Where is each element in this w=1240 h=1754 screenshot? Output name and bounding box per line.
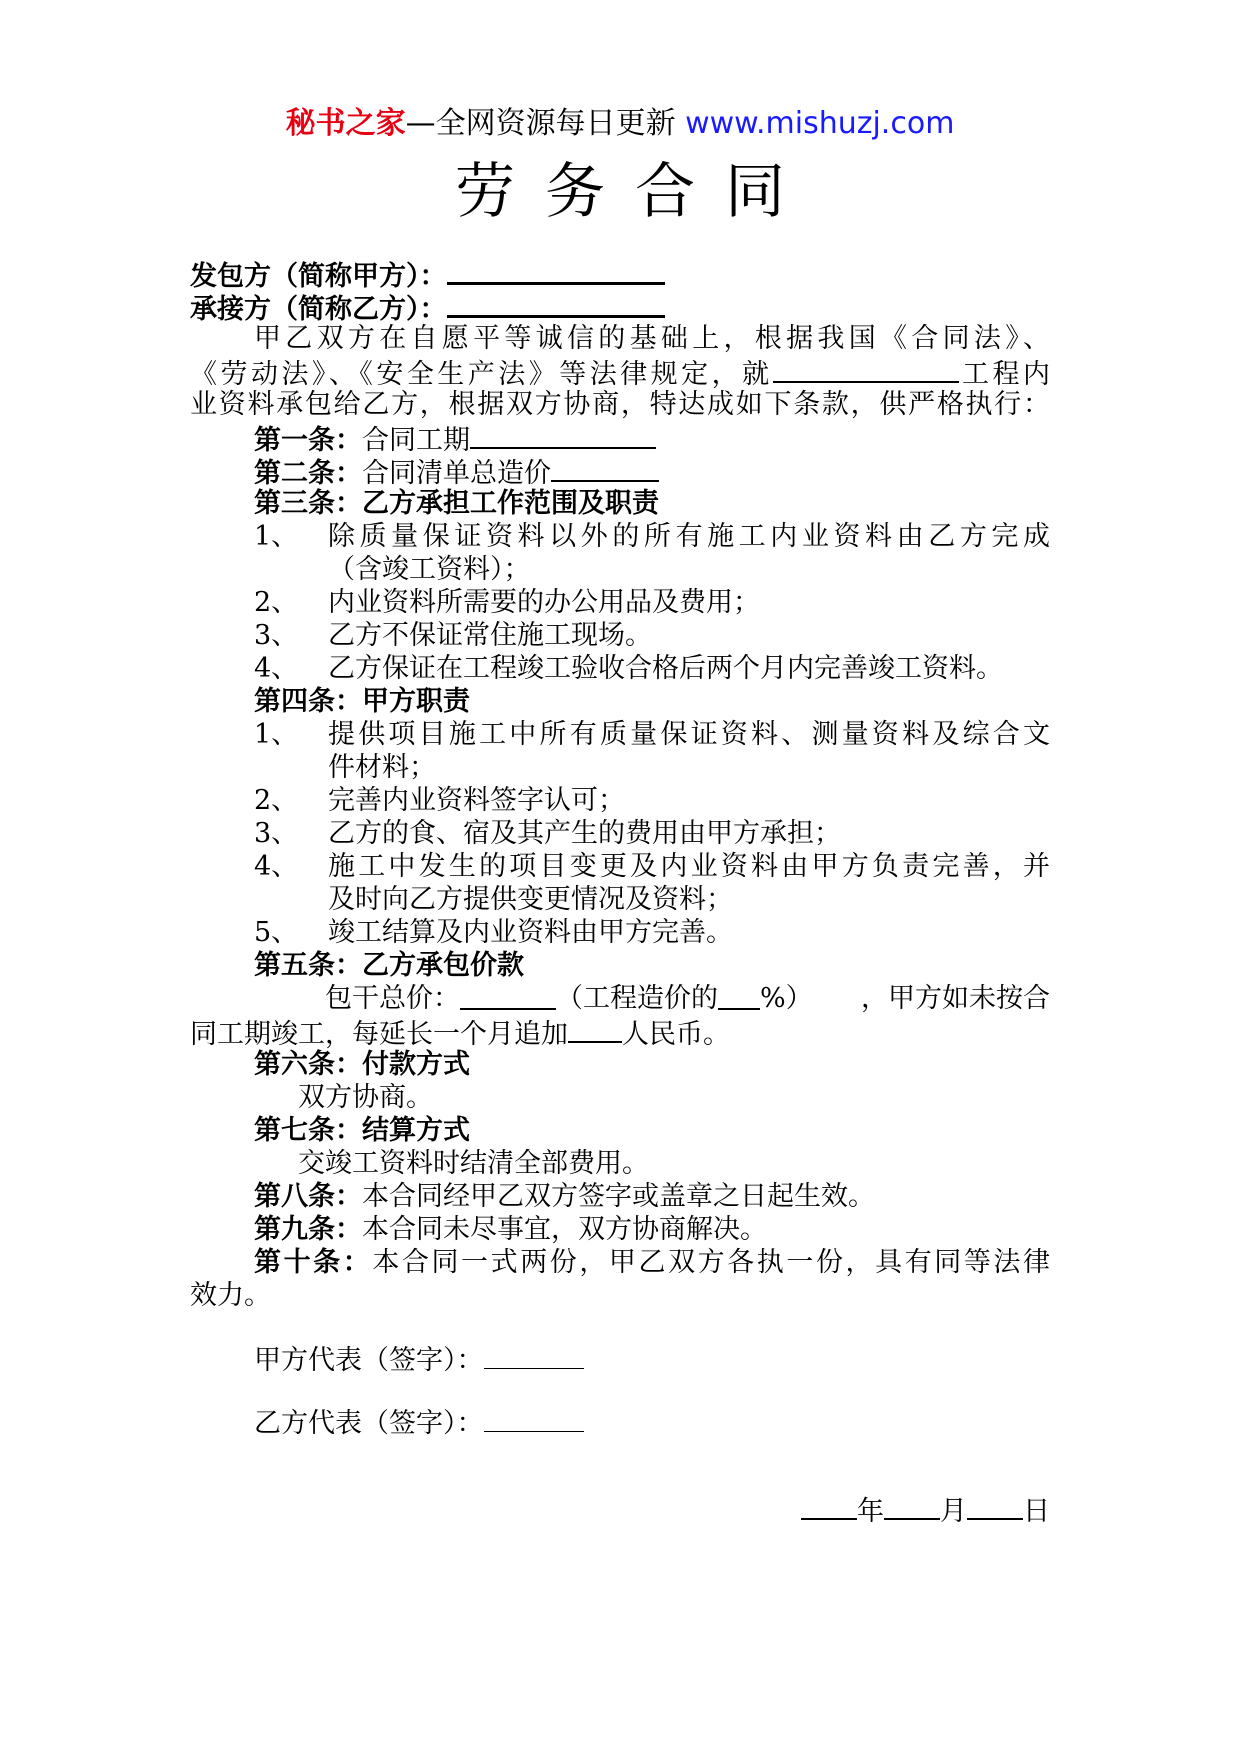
article-2-text: 合同清单总造价 — [362, 458, 551, 489]
article-1 — [190, 421, 1050, 454]
article-3-item — [190, 586, 1050, 619]
article-2-label: 第二条： — [254, 458, 362, 489]
party-a-line — [190, 256, 1050, 292]
item-number: 2、 — [254, 587, 299, 618]
site-banner — [0, 104, 1240, 144]
article-8-text: 本合同经甲乙双方签字或盖章之日起生效。 — [362, 1181, 875, 1212]
article-8-label: 第八条： — [254, 1181, 362, 1212]
party-b-signature-blank[interactable] — [484, 1405, 584, 1432]
article-4-item — [190, 817, 1050, 850]
article-5-text-f: 人民币。 — [622, 1019, 730, 1050]
article-4-item — [190, 916, 1050, 949]
date-line — [190, 1492, 1050, 1525]
lump-sum-blank[interactable] — [460, 982, 556, 1010]
article-10-cont: 效力。 — [190, 1280, 271, 1311]
day-blank[interactable] — [967, 1492, 1023, 1520]
article-5-text-c: %） — [760, 983, 813, 1014]
item-text: 提供项目施工中所有质量保证资料、测量资料及综合文 — [328, 719, 1050, 750]
article-10-label: 第十条： — [254, 1247, 373, 1278]
item-number: 4、 — [254, 851, 299, 882]
article-5-text-d: ，甲方如未按合 — [861, 983, 1050, 1014]
total-price-blank[interactable] — [551, 454, 659, 482]
article-9-label: 第九条： — [254, 1214, 362, 1245]
article-4-item — [190, 718, 1050, 784]
party-b-signature-label: 乙方代表（签字）： — [254, 1408, 484, 1439]
item-text-block — [328, 718, 1050, 784]
article-8 — [190, 1180, 1050, 1213]
party-a-label: 发包方（简称甲方）： — [190, 261, 447, 292]
article-5-line-1 — [190, 982, 1050, 1015]
item-text-cont: 及时向乙方提供变更情况及资料； — [328, 884, 733, 915]
year-label: 年 — [857, 1496, 884, 1527]
banner-url[interactable]: www.mishuzj.com — [675, 106, 955, 141]
article-1-text: 合同工期 — [362, 425, 470, 456]
item-text: 内业资料所需要的办公用品及费用； — [328, 587, 760, 618]
item-text-cont: （含竣工资料）； — [328, 554, 531, 585]
item-text: 除质量保证资料以外的所有施工内业资料由乙方完成 — [328, 521, 1050, 552]
party-b-blank[interactable] — [447, 289, 665, 318]
article-5-line-2 — [190, 1015, 1050, 1048]
item-number: 3、 — [254, 818, 299, 849]
party-b-line — [190, 289, 1050, 325]
article-7-text: 交竣工资料时结清全部费用。 — [298, 1148, 649, 1179]
article-3-item — [190, 520, 1050, 586]
item-text: 完善内业资料签字认可； — [328, 785, 625, 816]
article-9 — [190, 1213, 1050, 1246]
item-text: 乙方不保证常住施工现场。 — [328, 620, 652, 651]
intro-line-2-b: 工程内 — [958, 359, 1051, 390]
party-b-signature — [190, 1405, 1050, 1438]
year-blank[interactable] — [801, 1492, 857, 1520]
intro-line-2-a: 《劳动法》、《安全生产法》等法律规定，就 — [190, 359, 773, 390]
article-6-heading: 第六条：付款方式 — [254, 1049, 470, 1080]
percent-blank[interactable] — [718, 982, 760, 1010]
day-label: 日 — [1023, 1496, 1050, 1527]
article-9-text: 本合同未尽事宜，双方协商解决。 — [362, 1214, 767, 1245]
monthly-penalty-blank[interactable] — [568, 1015, 622, 1043]
party-a-blank[interactable] — [447, 256, 665, 285]
item-number: 3、 — [254, 620, 299, 651]
article-10-text: 本合同一式两份，甲乙双方各执一份，具有同等法律 — [372, 1247, 1051, 1278]
party-a-signature — [190, 1342, 1050, 1375]
item-text-cont: 件材料； — [328, 752, 436, 783]
project-name-blank[interactable] — [773, 355, 959, 383]
article-1-label: 第一条： — [254, 425, 362, 456]
article-4-heading: 第四条：甲方职责 — [254, 686, 470, 717]
article-4-item — [190, 850, 1050, 916]
article-6-text: 双方协商。 — [298, 1082, 433, 1113]
item-text: 施工中发生的项目变更及内业资料由甲方负责完善，并 — [328, 851, 1050, 882]
article-3-item — [190, 652, 1050, 685]
article-5-text-b: （工程造价的 — [556, 983, 718, 1014]
item-text: 竣工结算及内业资料由甲方完善。 — [328, 917, 733, 948]
month-label: 月 — [940, 1496, 967, 1527]
contract-period-blank[interactable] — [470, 421, 656, 449]
lump-sum-label: 包干总价： — [325, 983, 460, 1014]
item-text: 乙方保证在工程竣工验收合格后两个月内完善竣工资料。 — [328, 653, 1003, 684]
item-number: 2、 — [254, 785, 299, 816]
item-number: 4、 — [254, 653, 299, 684]
article-5-heading: 第五条：乙方承包价款 — [254, 950, 524, 981]
item-text-block — [328, 520, 1050, 586]
month-blank[interactable] — [884, 1492, 940, 1520]
party-b-label: 承接方（简称乙方）： — [190, 294, 447, 325]
document-title: 劳务合同 — [455, 157, 815, 227]
article-3-heading: 第三条：乙方承担工作范围及职责 — [254, 488, 659, 519]
item-number: 1、 — [254, 521, 299, 552]
article-7-heading: 第七条：结算方式 — [254, 1115, 470, 1146]
article-3-item — [190, 619, 1050, 652]
banner-brand: 秘书之家 — [285, 106, 406, 141]
article-2 — [190, 454, 1050, 487]
article-10 — [190, 1246, 1050, 1279]
party-a-signature-blank[interactable] — [484, 1342, 584, 1369]
intro-line-3: 业资料承包给乙方，根据双方协商，特达成如下条款，供严格执行： — [190, 389, 1050, 420]
article-5-text-e: 同工期竣工，每延长一个月追加 — [190, 1019, 568, 1050]
contract-body — [190, 256, 1050, 1525]
item-number: 1、 — [254, 719, 299, 750]
article-4-item — [190, 784, 1050, 817]
intro-line-2 — [190, 355, 1050, 388]
item-text: 乙方的食、宿及其产生的费用由甲方承担； — [328, 818, 841, 849]
item-number: 5、 — [254, 917, 299, 948]
item-text-block — [328, 850, 1050, 916]
party-a-signature-label: 甲方代表（签字）： — [254, 1345, 484, 1376]
intro-line-1: 甲乙双方在自愿平等诚信的基础上，根据我国《合同法》、 — [254, 323, 1050, 354]
banner-slogan: —全网资源每日更新 — [405, 106, 676, 141]
